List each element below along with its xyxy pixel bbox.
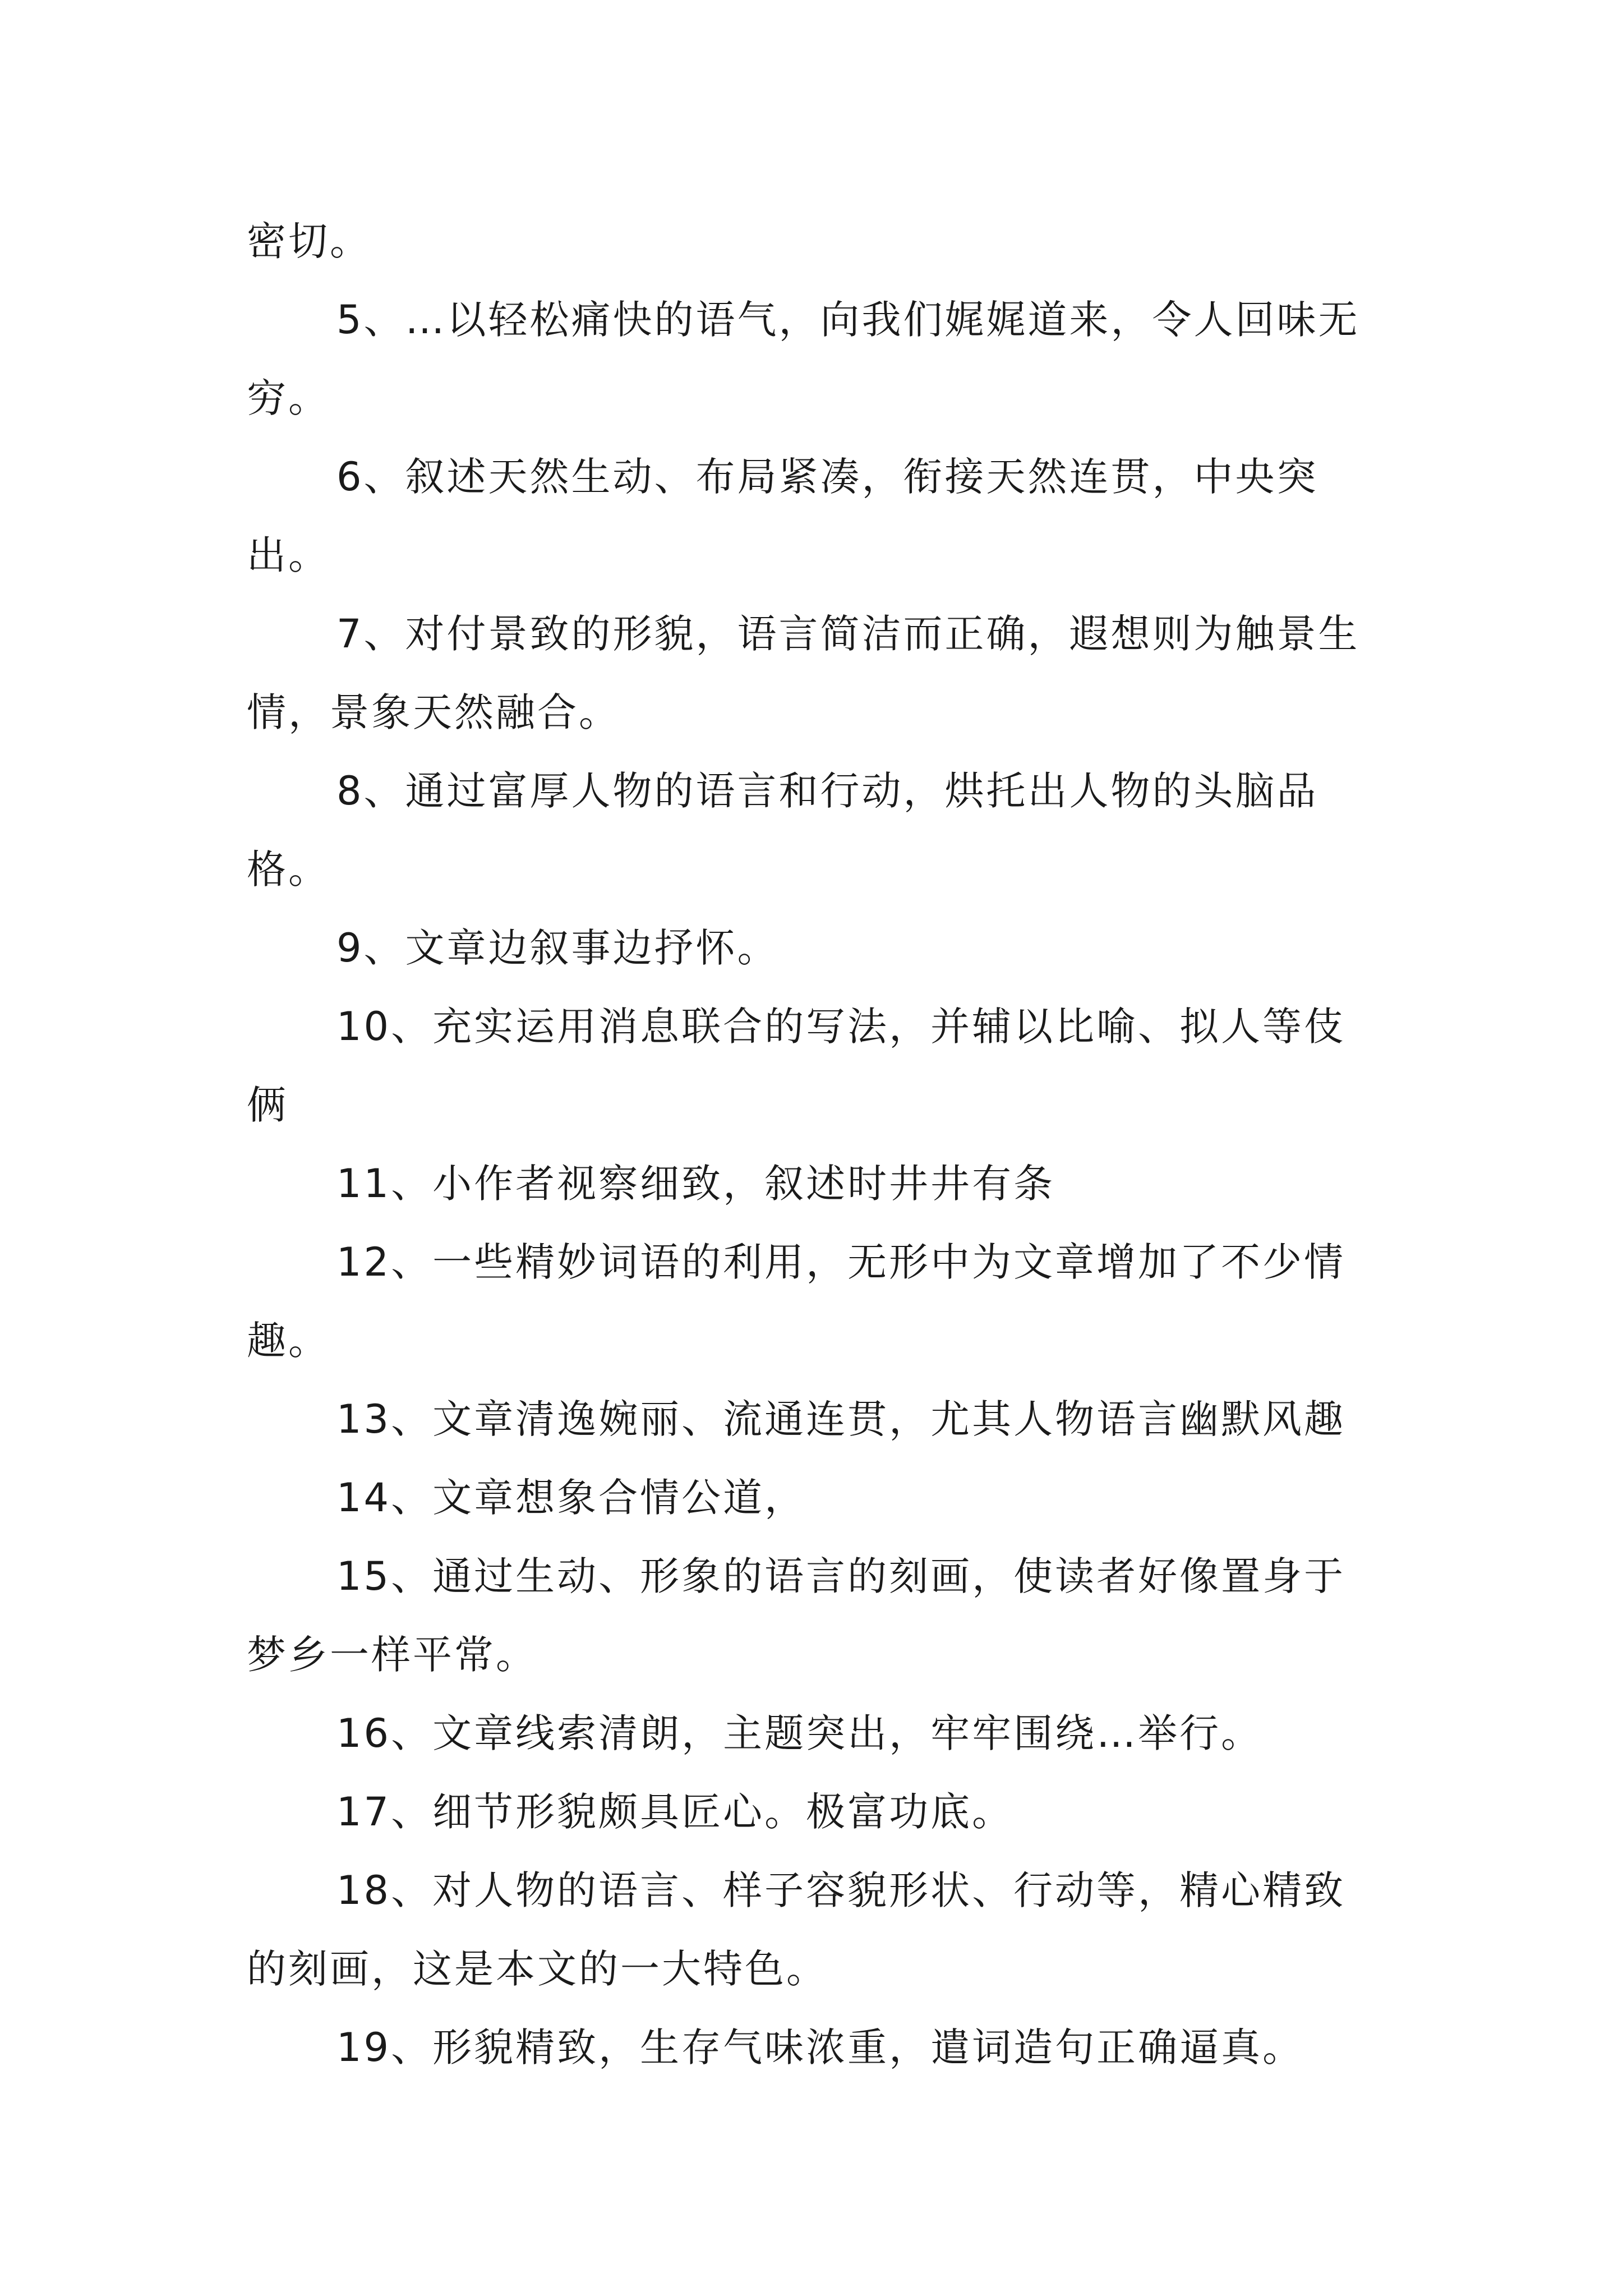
paragraph-item-17: 17、细节形貌颇具匠心。极富功底。	[336, 1789, 1014, 1835]
paragraph-item-7: 7、对付景致的形貌，语言简洁而正确，遐想则为触景生情，景象天然融合。	[247, 611, 1360, 735]
paragraph-item-19: 19、形貌精致，生存气味浓重，遣词造句正确逼真。	[336, 2024, 1304, 2070]
paragraph-item-6: 6、叙述天然生动、布局紧凑，衔接天然连贯，中央突出。	[247, 454, 1318, 578]
document-body	[247, 202, 1377, 2087]
paragraph-item-8: 8、通过富厚人物的语言和行动，烘托出人物的头脑品格。	[247, 768, 1318, 892]
paragraph-continuation: 密切。	[247, 218, 371, 264]
paragraph-item-5: 5、…以轻松痛快的语气，向我们娓娓道来，令人回味无穷。	[247, 297, 1360, 421]
paragraph-item-11: 11、小作者视察细致，叙述时井井有条	[336, 1161, 1055, 1207]
paragraph-item-15: 15、通过生动、形象的语言的刻画，使读者好像置身于梦乡一样平常。	[247, 1553, 1346, 1678]
paragraph-item-12: 12、一些精妙词语的利用，无形中为文章增加了不少情趣。	[247, 1239, 1346, 1364]
paragraph-item-18: 18、对人物的语言、样子容貌形状、行动等，精心精致的刻画，这是本文的一大特色。	[247, 1867, 1346, 1992]
paragraph-item-10: 10、充实运用消息联合的写法，并辅以比喻、拟人等伎俩	[247, 1004, 1346, 1128]
paragraph-item-16: 16、文章线索清朗，主题突出，牢牢围绕…举行。	[336, 1710, 1263, 1756]
paragraph-item-13: 13、文章清逸婉丽、流通连贯，尤其人物语言幽默风趣	[336, 1396, 1346, 1442]
paragraph-item-9: 9、文章边叙事边抒怀。	[336, 925, 779, 971]
paragraph-item-14: 14、文章想象合情公道，	[336, 1475, 806, 1521]
